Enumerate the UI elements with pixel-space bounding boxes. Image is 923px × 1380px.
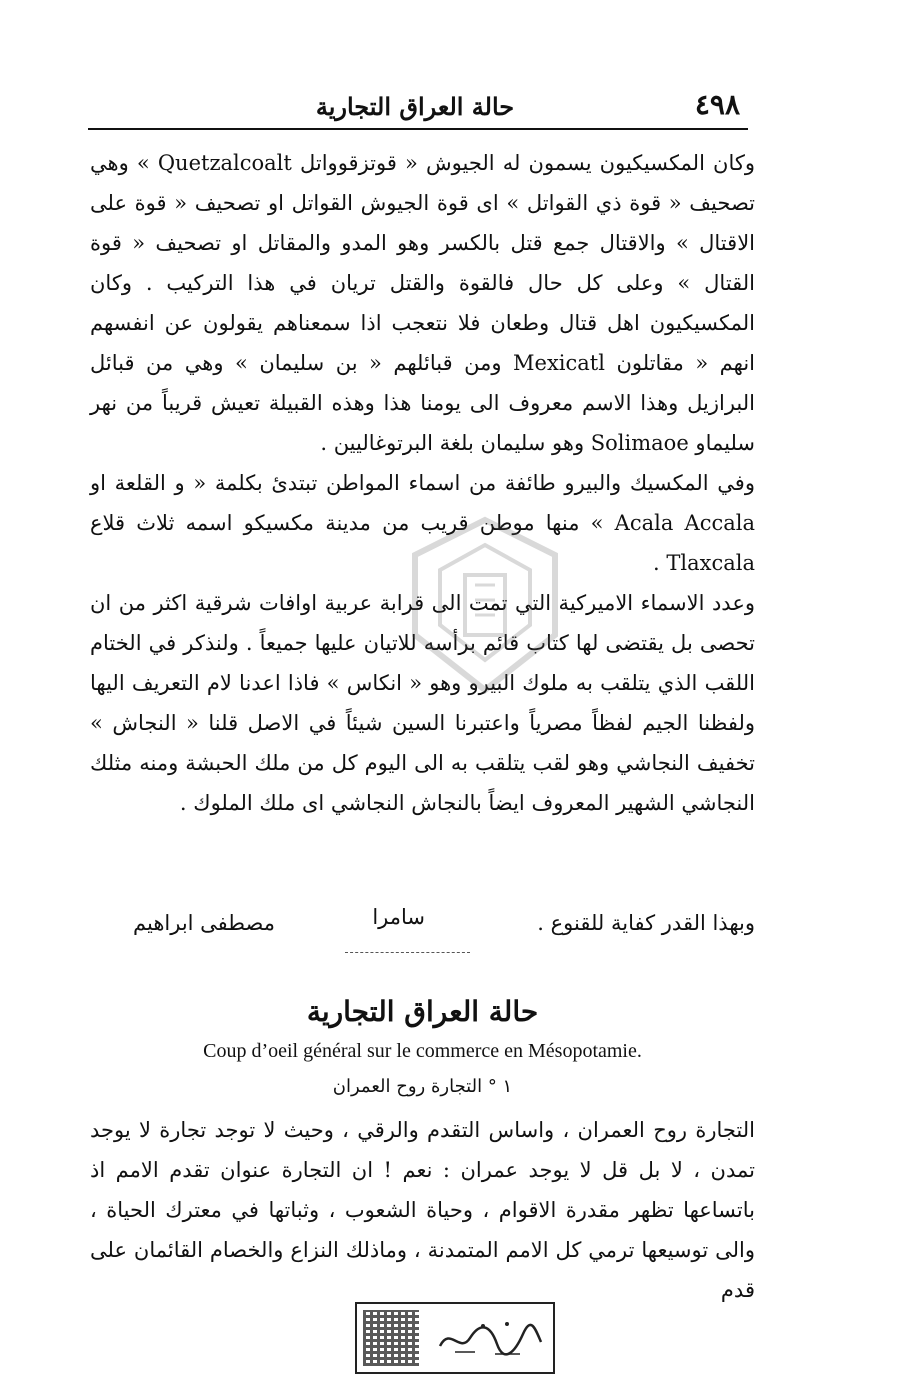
header-rule	[88, 128, 748, 130]
paragraph: وكان المكسيكيون يسمون له الجيوش « قوتزقوواتل Quetzalcoalt » وهي تصحيف « قوة ذي القواتل » اى قوة الجيوش القواتل او تصحيف « قوة على الاقتال » والاقتال جمع قتل بالكسر وهو المدو والمقاتل او تصحيف « قوة القتال » وعلى كل حال فالقوة والقتل تريان في هذا التركيب . وكان المكسيكيون اهل قتال وطعان فلا نتعجب اذا سمعناهم يقولون عن انفسهم انهم « مقاتلون Mexicatl ومن قبائلهم « بن سليمان » وهي من قبائل البرازيل وهذا الاسم معروف الى يومنا هذا وهذه القبيلة تعيش قريباً من نهر سليماو Solimaoe وهو سليمان بلغة البرتوغاليين .	[90, 151, 756, 455]
section-body-text	[90, 143, 755, 823]
paragraph: التجارة روح العمران ، واساس التقدم والرقي ، وحيث لا توجد تجارة لا يوجد تمدن ، لا بل قل لا يوجد عمران : نعم ! ان التجارة عنوان تقدم الامم اذ باتساعها تظهر مقدرة الاقوام ، وحياة الشعوب ، وثباتها في معترك الحياة ، والى توسيعها ترمي كل الامم المتمدنة ، وماذلك النزاع والخصام القائمان على قدم	[90, 1118, 755, 1302]
place-name: سامرا	[372, 905, 425, 929]
article-title: حالة العراق التجارية	[306, 995, 539, 1028]
running-title: حالة العراق التجارية	[315, 92, 515, 121]
running-head	[90, 88, 740, 128]
author-name: مصطفى ابراهيم	[133, 911, 275, 935]
library-stamp	[355, 1302, 555, 1374]
closing-text: وبهذا القدر كفاية للقنوع .	[537, 911, 755, 935]
section-heading: ١ ° التجارة روح العمران	[332, 1076, 513, 1097]
paragraph: وعدد الاسماء الاميركية التي تمت الى قرابة عربية اوافات شرقية اكثر من ان تحصى بل يقتضى لها كتاب قائم برأسه للاتيان عليها جميعاً . ولنذكر في الختام اللقب الذي يتلقب به ملوك البيرو وهو « انكاس » فاذا اعدنا لام التعريف اليها ولفظنا الجيم لفظاً مصرياً واعتبرنا السين شيئاً في الاصل قلنا « النجاش » تخفيف النجاشي وهو لقب يتلقب به الى اليوم كل من ملك الحبشة ومنه مثلك النجاشي الشهير المعروف ايضاً بالنجاش النجاشي اى ملك الملوك .	[90, 591, 755, 815]
paragraph: وفي المكسيك والبيرو طائفة من اسماء المواطن تبتدئ بكلمة « و القلعة او Acala Accala » منها موطن قريب من مدينة مكسيكو اسمه ثلاث قلاع Tlaxcala .	[90, 471, 755, 575]
qr-code-icon	[363, 1310, 419, 1366]
article-body-text	[90, 1110, 755, 1310]
article-subtitle: Coup d’oeil général sur le commerce en Mésopotamie.	[203, 1040, 642, 1062]
handwritten-signature-icon	[435, 1316, 545, 1360]
library-emblem-icon	[405, 515, 565, 695]
section-divider	[345, 952, 470, 953]
signature-line	[90, 905, 755, 945]
page-number: ٤٩٨	[694, 88, 740, 121]
